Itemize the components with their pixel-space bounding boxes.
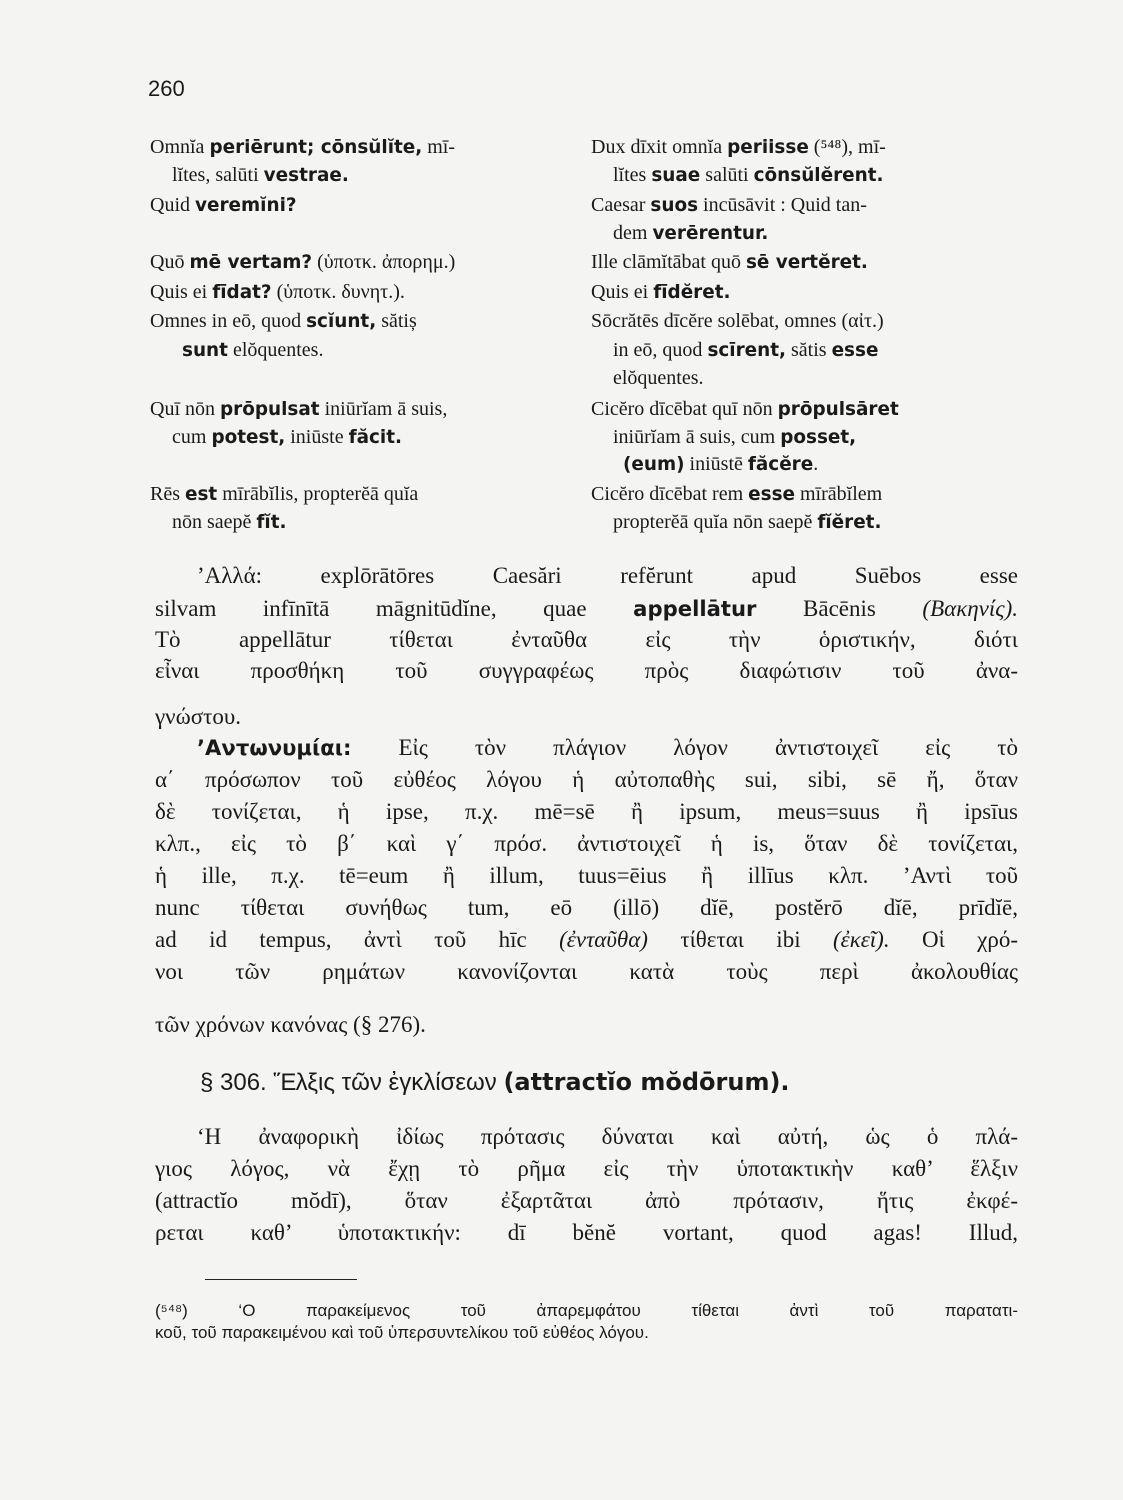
text-segment: elŏquentes. (613, 367, 704, 389)
text-line (155, 627, 1018, 653)
text-line (150, 424, 402, 451)
text-line (155, 1124, 1018, 1150)
text-segment: Quid (150, 194, 195, 216)
text-segment: Omnes in eō, quod (150, 310, 307, 332)
section-title-greek: Ἕλξις τῶν ἐγκλίσεων (266, 1069, 504, 1096)
text-segment: Dux dīxit omnĭa (591, 136, 728, 158)
text-segment: Εἰς τὸν πλάγιον λόγον ἀντιστοιχεῖ εἰς τὸ (351, 735, 1018, 760)
text-line (155, 704, 1018, 730)
text-segment: iniūrĭam ā suis, (319, 398, 448, 420)
bold-text: făcit. (348, 427, 402, 448)
text-segment: sătis (786, 339, 832, 361)
text-line (150, 509, 287, 536)
text-segment: δὲ τονίζεται, ἡ ipse, π.χ. mē=sē ἢ ipsum, meus=suus ἢ ipsīus (155, 799, 1018, 824)
text-segment: ‘Η ἀναφορικὴ ἰδίως πρότασις δύναται καὶ αὐτή, ὡς ὁ πλά- (197, 1124, 1018, 1149)
text-segment: nōn saepĕ (172, 511, 257, 533)
text-line (155, 927, 1018, 953)
text-segment: (⁵⁴⁸), mī- (808, 136, 886, 158)
text-segment: Bācēnis (756, 596, 923, 621)
text-segment: Sōcrătēs dīcĕre solēbat, omnes (αἰτ.) (591, 310, 884, 332)
italic-text: (ἐνταῦθα) (559, 927, 648, 952)
bold-text: cōnsŭlĕrent. (753, 165, 884, 186)
bold-text: scĭunt, (306, 311, 377, 332)
text-line (591, 279, 730, 306)
bold-text: vestrae. (263, 165, 349, 186)
text-line (591, 308, 884, 334)
text-segment (150, 339, 182, 361)
text-segment: τῶν χρόνων κανόνας (§ 276). (155, 1012, 426, 1037)
bold-text: suae (651, 165, 701, 186)
text-segment: Quis ei (150, 281, 213, 303)
bold-text: (eum) (623, 454, 685, 475)
bold-text: appellātur (633, 596, 757, 621)
text-line (591, 192, 867, 219)
text-line (591, 134, 886, 161)
text-segment: Τὸ appellātur τίθεται ἐνταῦθα εἰς τὴν ὁριστικήν, διότι (155, 627, 1018, 652)
bold-text: scīrent, (707, 340, 787, 361)
bold-text: prōpulsat (220, 399, 320, 420)
bold-text: fīdĕret. (653, 282, 731, 303)
text-segment: ἡ ille, π.χ. tē=eum ἢ illum, tuus=ēius ἢ illīus κλπ. ’Αντὶ τοῦ (155, 863, 1018, 888)
bold-text: fīdat? (212, 282, 272, 303)
text-segment: silvam infīnītā māgnitūdĭne, quae (155, 596, 634, 621)
text-line (150, 279, 405, 306)
text-segment: mīrābĭlem (795, 483, 883, 505)
text-segment: sătiș (376, 310, 417, 332)
bold-text: veremĭni? (195, 195, 297, 216)
text-line (155, 596, 1018, 622)
text-segment: Omnĭa (150, 136, 210, 158)
bold-text: esse (748, 484, 795, 505)
text-segment: γιος λόγος, νὰ ἔχῃ τὸ ρῆμα εἰς τὴν ὑποτακτικὴν καθ’ ἕλξιν (155, 1156, 1018, 1181)
bold-text: mē vertam? (189, 252, 313, 273)
footnote-line: (⁵⁴⁸) ‘Ο παρακείμενος τοῦ ἀπαρεμφάτου τίθεται ἀντὶ τοῦ παρατατι- (155, 1301, 1018, 1320)
text-segment: mīrābĭlis, propterĕā quĭa (217, 483, 419, 505)
text-line (591, 162, 883, 189)
text-line (155, 1156, 1018, 1182)
bold-text: sunt (182, 340, 228, 361)
text-line (155, 1012, 1018, 1038)
text-segment: iniūrĭam ā suis, cum (613, 426, 781, 448)
text-line (155, 799, 1018, 825)
text-segment: . (813, 453, 819, 475)
bold-text: est (185, 484, 218, 505)
text-segment: Caesar (591, 194, 651, 216)
text-line (150, 249, 455, 276)
text-line (591, 365, 704, 391)
text-segment: Cicĕro dīcēbat quī nōn (591, 398, 778, 420)
text-line (150, 396, 447, 423)
italic-text: (ἐκεῖ). (832, 927, 890, 952)
text-line (155, 959, 1018, 985)
text-line (155, 895, 1018, 921)
bold-text: periisse (727, 137, 809, 158)
text-segment: εἶναι προσθήκη τοῦ συγγραφέως πρὸς διαφώτισιν τοῦ ἀνα- (155, 658, 1018, 683)
text-segment: elŏquentes. (227, 339, 324, 361)
bold-text: suos (650, 195, 699, 216)
text-line (591, 509, 881, 536)
footnote-rule (205, 1279, 357, 1280)
bold-text: posset, (780, 427, 857, 448)
section-heading (200, 1069, 790, 1096)
text-line (155, 1188, 1018, 1214)
text-line (591, 396, 899, 423)
text-segment: mī- (422, 136, 456, 158)
text-segment: dem (613, 222, 653, 244)
text-segment: ad id tempus, ἀντὶ τοῦ hīc (155, 927, 560, 952)
bold-text: potest, (211, 427, 286, 448)
text-segment: Quī nōn (150, 398, 220, 420)
text-segment (591, 453, 623, 475)
text-segment: Οἱ χρό- (889, 927, 1018, 952)
bold-text: periērunt; cōnsŭlĭte, (209, 137, 423, 158)
text-segment: incūsāvit : Quid tan- (698, 194, 867, 216)
text-segment: propterĕā quĭa nōn saepĕ (613, 511, 818, 533)
text-line (155, 863, 1018, 889)
section-number: § 306. (200, 1069, 267, 1096)
text-segment: ρεται καθ’ ὑποτακτικήν: dī bĕnĕ vortant, quod agas! Illud, (155, 1220, 1018, 1245)
text-segment: nunc τίθεται συνήθως tum, eō (illō) dĭē, postĕrō dĭē, prīdĭē, (155, 895, 1018, 920)
text-segment: Cicĕro dīcēbat rem (591, 483, 749, 505)
text-segment: (ὑποτκ. ἀπορημ.) (312, 251, 456, 273)
italic-text: (Βακηνίς). (922, 596, 1018, 621)
text-line (155, 563, 1018, 589)
bold-text: fĭĕret. (817, 512, 882, 533)
text-segment: iniūste (285, 426, 349, 448)
text-segment: Rēs (150, 483, 185, 505)
text-line (150, 162, 349, 189)
text-segment: (ὑποτκ. δυνητ.). (271, 281, 405, 303)
text-segment: α΄ πρόσωπον τοῦ εὐθέος λόγου ἡ αὐτοπαθὴς sui, sibi, sē ἤ, ὅταν (155, 767, 1018, 792)
text-segment: Ille clāmĭtābat quō (591, 251, 746, 273)
bold-text: esse (831, 340, 879, 361)
text-line (155, 767, 1018, 793)
bold-text: verērentur. (652, 223, 769, 244)
text-segment: iniūstē (684, 453, 748, 475)
section-title-latin: (attractĭo mŏdōrum). (503, 1068, 790, 1096)
text-line (591, 481, 882, 508)
text-line (155, 658, 1018, 684)
text-segment: salūti (700, 164, 754, 186)
text-line (150, 337, 323, 364)
footnote-line: κοῦ, τοῦ παρακειμένου καὶ τοῦ ὑπερσυντελίκου τοῦ εὐθέος λόγου. (155, 1323, 649, 1342)
text-segment: Quō (150, 251, 190, 273)
bold-text: ’Αντωνυμίαι: (197, 735, 352, 760)
bold-text: făcĕre (747, 454, 814, 475)
text-segment: lĭtes (613, 164, 652, 186)
text-line (591, 424, 856, 451)
bold-text: prōpulsāret (777, 399, 899, 420)
text-line (591, 337, 878, 364)
text-segment: (attractĭo mŏdī), ὅταν ἐξαρτᾶται ἀπὸ πρότασιν, ἥτις ἐκφέ- (155, 1188, 1018, 1213)
text-segment: νοι τῶν ρημάτων κανονίζονται κατὰ τοὺς περὶ ἀκολουθίας (155, 959, 1018, 984)
text-line (150, 308, 417, 335)
text-line (155, 735, 1018, 761)
text-segment: lĭtes, salūti (172, 164, 264, 186)
text-line (150, 481, 418, 508)
text-segment: cum (172, 426, 212, 448)
page-number: 260 (148, 76, 185, 101)
bold-text: fĭt. (256, 512, 287, 533)
text-line (591, 220, 768, 247)
text-line (150, 134, 455, 161)
text-line (150, 192, 297, 219)
text-segment: τίθεται ibi (647, 927, 833, 952)
text-segment: κλπ., εἰς τὸ β΄ καὶ γ΄ πρόσ. ἀντιστοιχεῖ ἡ is, ὅταν δὲ τονίζεται, (155, 831, 1018, 856)
text-line (155, 831, 1018, 857)
text-segment: Quis ei (591, 281, 654, 303)
text-segment: γνώστου. (155, 704, 241, 729)
text-line (155, 1220, 1018, 1246)
bold-text: sē vertĕret. (745, 252, 868, 273)
text-segment: in eō, quod (613, 339, 708, 361)
text-line (591, 249, 868, 276)
text-segment: ’Αλλά: explōrātōres Caesări refĕrunt apud Suēbos esse (197, 563, 1018, 588)
text-line (591, 451, 818, 478)
